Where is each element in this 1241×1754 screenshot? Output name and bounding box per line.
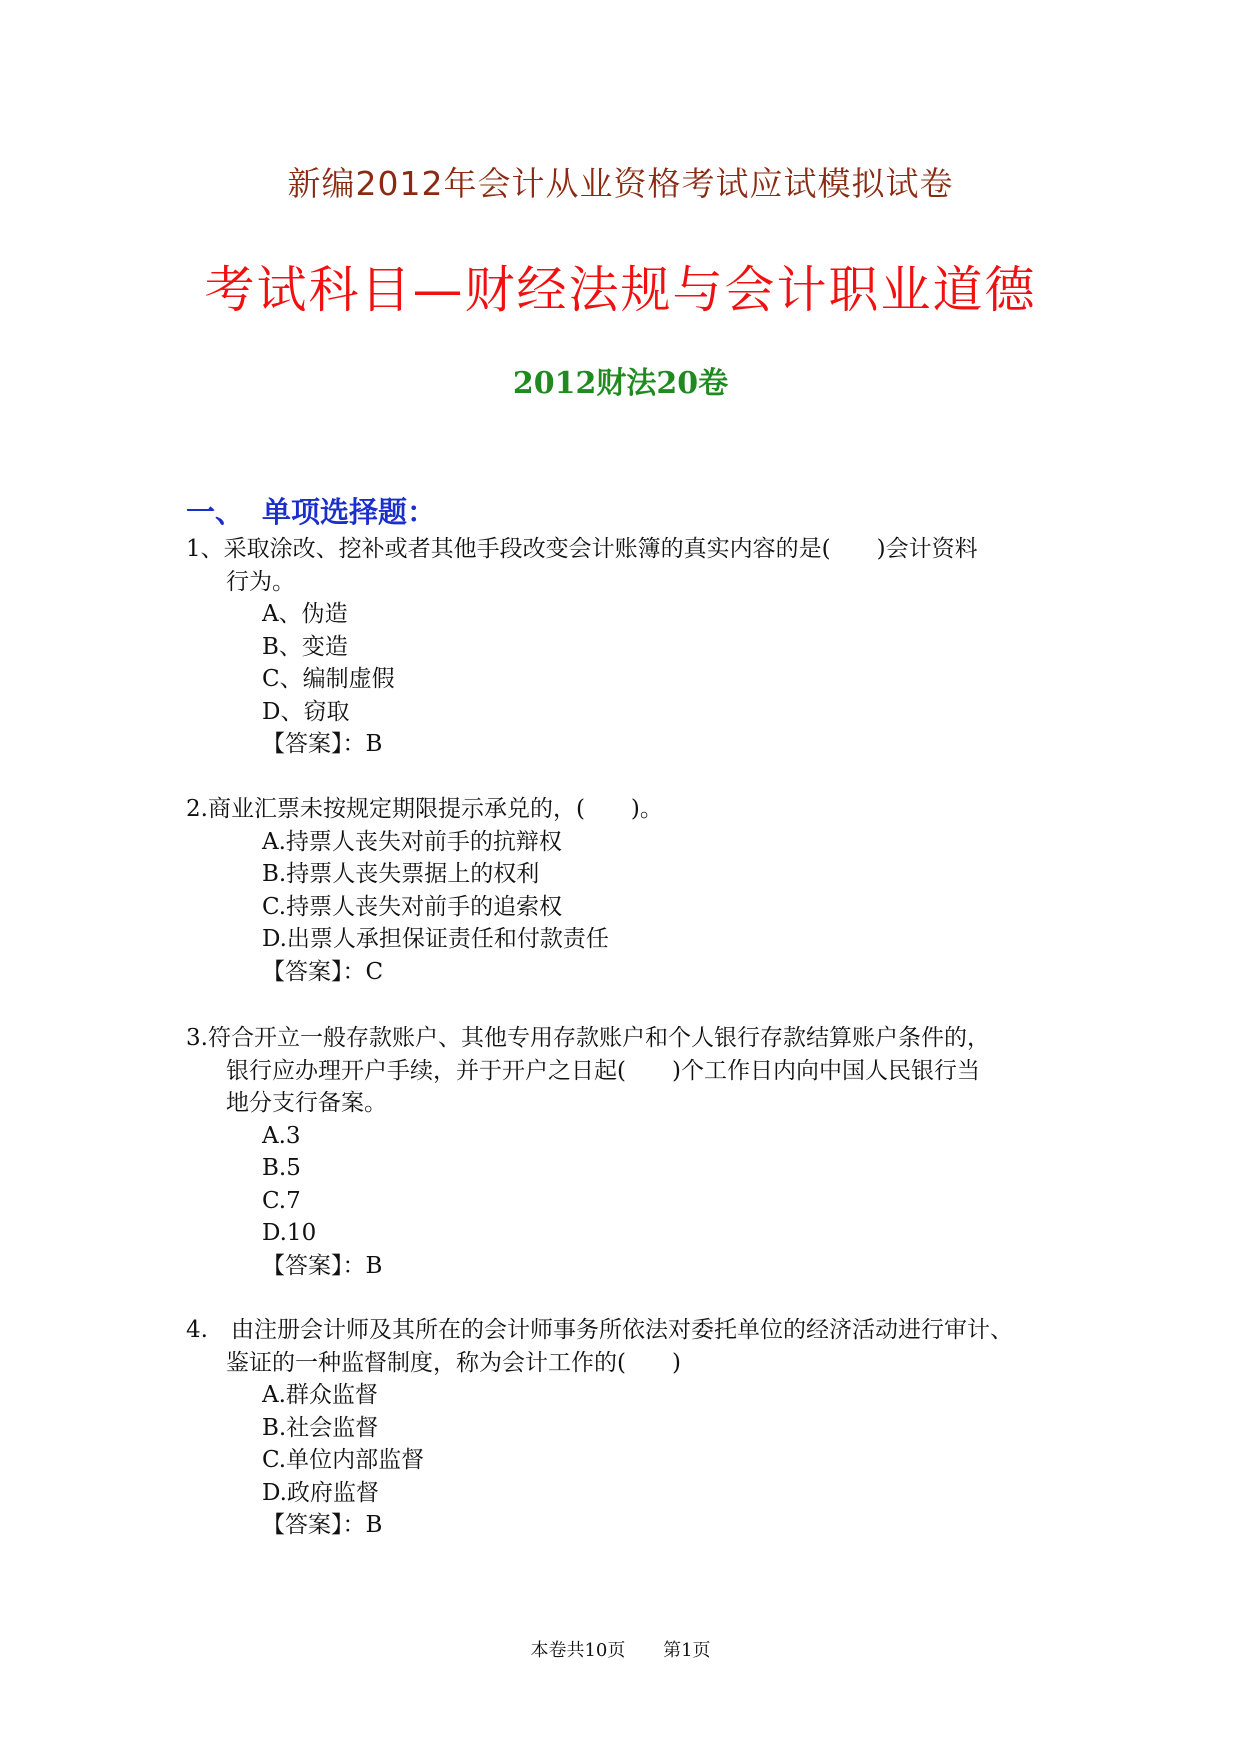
question-2-option-a: A.持票人丧失对前手的抗辩权 (262, 828, 562, 855)
question-1-line-1: 1、采取涂改、挖补或者其他手段改变会计账簿的真实内容的是( )会计资料 (186, 536, 978, 562)
question-3-option-a: A.3 (262, 1122, 301, 1149)
question-2 (186, 793, 1086, 988)
question-2-option-d: D.出票人承担保证责任和付款责任 (262, 926, 609, 952)
question-1-option-c: C、编制虚假 (262, 666, 395, 692)
question-4-option-b: B.社会监督 (262, 1414, 379, 1441)
section-number: 一、 (186, 495, 245, 529)
question-4-answer: 【答案】：B (262, 1512, 383, 1538)
question-3 (186, 1022, 1086, 1282)
total-pages: 本卷共10页 (530, 1640, 626, 1661)
question-1-line-2: 行为。 (226, 568, 295, 595)
question-2-option-b: B.持票人丧失票据上的权利 (262, 861, 540, 887)
question-4-option-c: C.单位内部监督 (262, 1447, 425, 1473)
page-footer (0, 1636, 1241, 1662)
current-page: 第1页 (663, 1640, 711, 1661)
question-3-option-b: B.5 (262, 1155, 301, 1181)
question-3-line-1: 3.符合开立一般存款账户、其他专用存款账户和个人银行存款结算账户条件的， (186, 1025, 990, 1051)
question-3-answer: 【答案】：B (262, 1252, 383, 1279)
question-2-option-c: C.持票人丧失对前手的追索权 (262, 893, 563, 920)
question-2-line-1: 2.商业汇票未按规定期限提示承兑的，( )。 (186, 796, 663, 822)
question-3-option-d: D.10 (262, 1220, 317, 1246)
paper-label: 2012财法20卷 (512, 366, 729, 401)
question-3-line-2: 银行应办理开户手续，并于开户之日起( )个工作日内向中国人民银行当 (226, 1057, 980, 1084)
question-1-option-a: A、伪造 (262, 601, 348, 627)
question-4-option-d: D.政府监督 (262, 1479, 379, 1506)
question-4-line-1: 4. 由注册会计师及其所在的会计师事务所依法对委托单位的经济活动进行审计、 (186, 1317, 1013, 1343)
question-3-line-3: 地分支行备案。 (226, 1090, 387, 1116)
question-1-answer: 【答案】：B (262, 731, 383, 757)
question-1-option-d: D、窃取 (262, 698, 350, 725)
question-2-answer: 【答案】：C (262, 958, 384, 985)
question-4-line-2: 鉴证的一种监督制度，称为会计工作的( ) (226, 1349, 681, 1376)
question-4-option-a: A.群众监督 (262, 1382, 378, 1408)
section-heading (186, 490, 436, 531)
exam-subject: 考试科目—财经法规与会计职业道德 (204, 261, 1037, 319)
document-title: 新编2012年会计从业资格考试应试模拟试卷 (287, 164, 954, 203)
question-4 (186, 1314, 1086, 1542)
question-1 (186, 533, 1086, 761)
question-1-option-b: B、变造 (262, 633, 348, 660)
question-3-option-c: C.7 (262, 1187, 301, 1214)
section-title: 单项选择题： (262, 495, 437, 529)
